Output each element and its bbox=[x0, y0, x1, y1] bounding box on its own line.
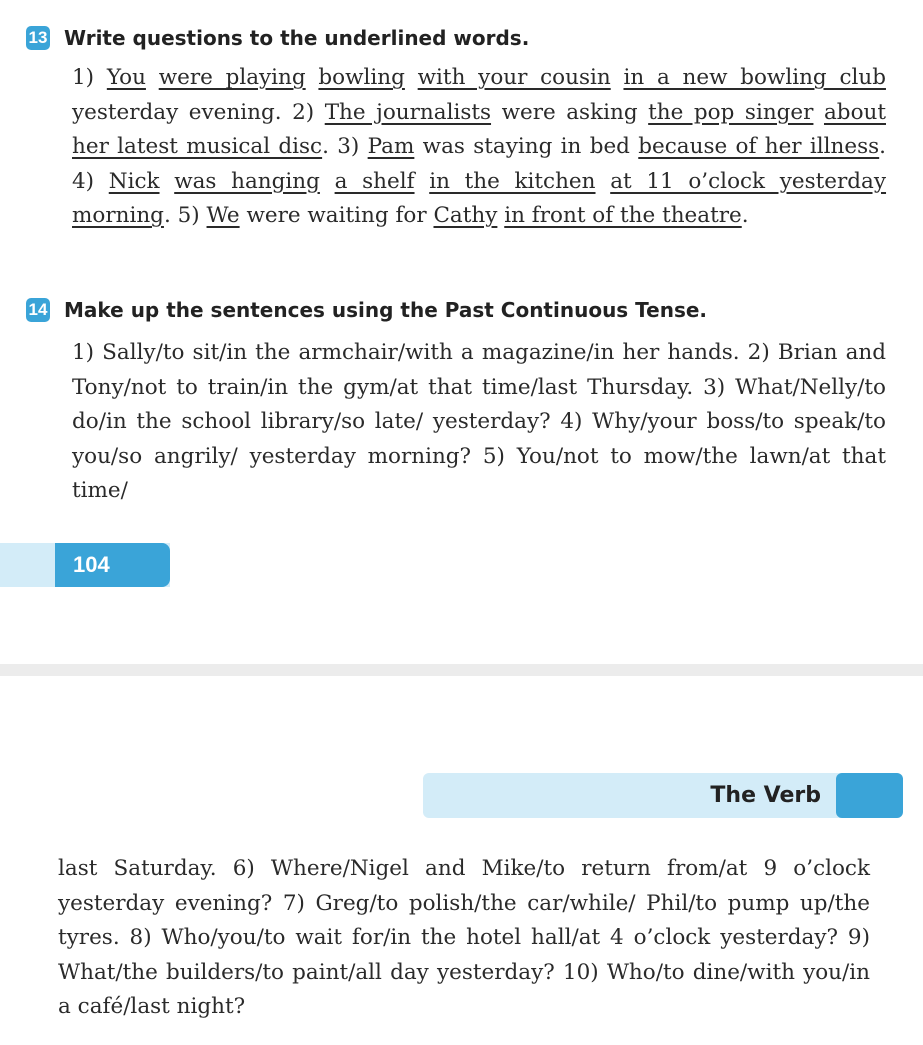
text-segment: were waiting for bbox=[239, 203, 434, 228]
underlined-phrase: a shelf bbox=[334, 168, 415, 194]
text-segment bbox=[160, 169, 175, 194]
underlined-phrase: The journalists bbox=[324, 99, 492, 125]
underlined-phrase: in the kitchen bbox=[429, 168, 596, 194]
running-header-title: The Verb bbox=[710, 783, 821, 808]
underlined-phrase: were playing bbox=[158, 65, 306, 90]
text-segment bbox=[415, 169, 430, 194]
underlined-phrase: We bbox=[206, 203, 240, 228]
underlined-phrase: Nick bbox=[108, 168, 160, 194]
exercise-13-text bbox=[72, 61, 886, 234]
text-segment bbox=[320, 169, 335, 194]
text-segment: . 3) bbox=[322, 134, 368, 159]
underlined-phrase: because of her illness bbox=[638, 134, 880, 159]
underlined-phrase: with your cousin bbox=[417, 65, 611, 90]
underlined-phrase: at 11 o’clock yesterday morning bbox=[72, 168, 887, 228]
text-segment: were asking bbox=[491, 99, 649, 125]
text-segment: yesterday evening. 2) bbox=[72, 99, 325, 125]
text-segment bbox=[146, 65, 159, 90]
page-number: 104 bbox=[55, 543, 170, 587]
text-segment: . bbox=[741, 203, 749, 228]
text-segment: . 5) bbox=[163, 203, 207, 228]
underlined-phrase: in front of the theatre bbox=[504, 203, 742, 228]
text-segment bbox=[611, 65, 624, 90]
exercise-14-continuation: last Saturday. 6) Where/Nigel and Mike/to return from/at 9 o’clock yesterday evening? 7) Greg/to polish/the car/while/ Phil/to pump up/the tyres. 8) Who/you/to wait for/in the hotel hall/at 4 o’clock yesterday? 9) What/the builders/to paint/all day yesterday? 10) Who/to dine/with you/in a café/last night? bbox=[58, 856, 870, 1019]
exercise-13-heading bbox=[26, 26, 529, 50]
underlined-phrase: the pop singer bbox=[648, 99, 814, 125]
text-segment bbox=[813, 100, 824, 125]
exercise-14-text: 1) Sally/to sit/in the armchair/with a magazine/in her hands. 2) Brian and Tony/not to train/in the gym/at that time/last Thursday. 3) What/Nelly/to do/in the school library/so late/ yesterday? 4) Why/your boss/to speak/to you/so angrily/ yesterday morning? 5) You/not to mow/the lawn/at that time/ bbox=[72, 340, 886, 503]
underlined-phrase: was hanging bbox=[174, 168, 320, 194]
text-segment bbox=[596, 169, 611, 194]
underlined-phrase: Pam bbox=[367, 134, 415, 159]
exercise-13-number: 13 bbox=[26, 26, 50, 50]
exercise-14-heading bbox=[26, 298, 707, 322]
underlined-phrase: Cathy bbox=[433, 203, 498, 228]
exercise-13-title: Write questions to the underlined words. bbox=[64, 26, 530, 50]
exercise-14-number: 14 bbox=[26, 298, 50, 322]
text-segment bbox=[306, 65, 319, 90]
underlined-phrase: bowling bbox=[318, 65, 405, 90]
text-segment: 1) bbox=[72, 65, 107, 90]
underlined-phrase: You bbox=[106, 65, 146, 90]
text-segment: was staying in bed bbox=[414, 134, 639, 159]
underlined-phrase: in a new bowling club bbox=[623, 65, 886, 90]
text-segment: . 4) bbox=[72, 134, 887, 194]
text-segment bbox=[405, 65, 418, 90]
running-header-band bbox=[423, 773, 843, 818]
underlined-phrase: about her latest musical disc bbox=[72, 99, 886, 159]
page-separator bbox=[0, 664, 923, 676]
running-header-tab bbox=[836, 773, 903, 818]
exercise-14-title: Make up the sentences using the Past Continuous Tense. bbox=[64, 298, 708, 322]
